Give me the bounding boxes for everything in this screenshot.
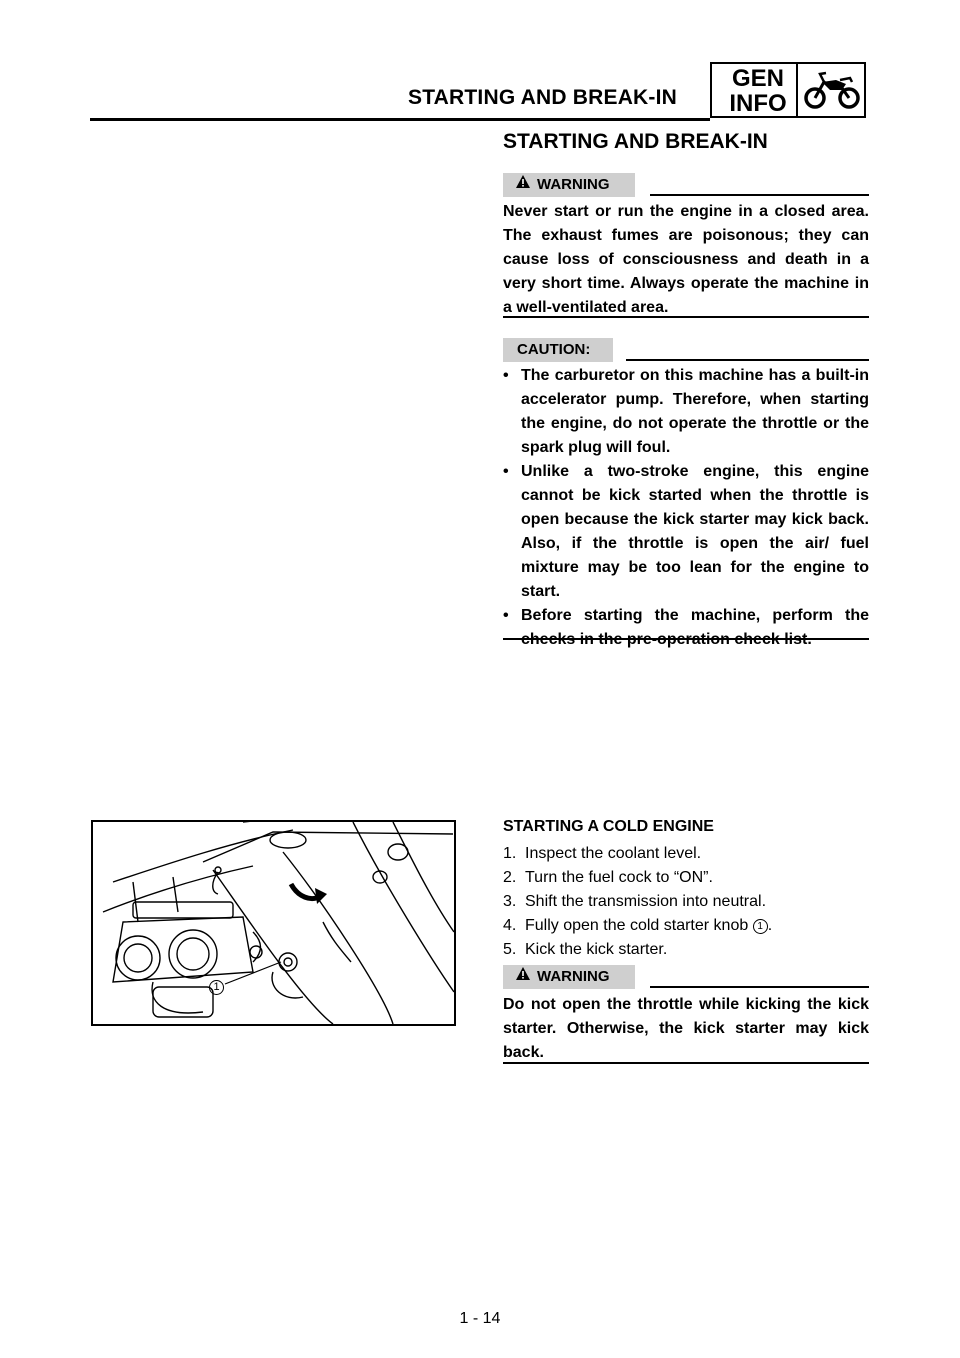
figure-callout: 1 (209, 980, 224, 995)
badge-line-2: INFO (729, 90, 787, 117)
badge-text (720, 66, 796, 116)
cold-engine-heading: STARTING A COLD ENGINE (503, 818, 714, 835)
step-text: Turn the fuel cock to “ON”. (525, 869, 713, 886)
caution-top-rule (626, 359, 869, 361)
step-text: Shift the transmission into neutral. (525, 893, 767, 910)
warning-top-rule (650, 194, 869, 196)
step-text: Inspect the coolant level. (525, 845, 702, 862)
callout-ref: 1 (753, 919, 768, 934)
warning-label: WARNING (537, 968, 610, 985)
warning-bottom-rule (503, 316, 869, 318)
step-item (503, 866, 869, 890)
warning2-bottom-rule (503, 1062, 869, 1064)
section-title: STARTING AND BREAK-IN (503, 130, 768, 153)
engine-illustration (93, 822, 454, 1024)
step-number: 5. (503, 941, 517, 958)
badge-line-1: GEN (731, 65, 784, 92)
step-item (503, 890, 869, 914)
warning-triangle-icon (515, 173, 531, 197)
motorcycle-icon (802, 68, 862, 112)
caution-item: • The carburetor on this machine has a built-in accelerator pump. Therefore, when starting the engine, do not operate the throttle or the spark plug will foul. (503, 367, 869, 456)
badge-divider (796, 64, 798, 116)
gen-info-badge (710, 62, 866, 118)
step-text-after: . (767, 917, 773, 934)
warning-triangle-icon (515, 965, 531, 989)
caution-item: • Before starting the machine, perform the (503, 604, 869, 652)
caution-bottom-rule (503, 638, 869, 640)
warning-label-box (503, 173, 635, 197)
warning-label: WARNING (537, 176, 610, 193)
step-number: 1. (503, 845, 517, 862)
step-number: 3. (503, 893, 517, 910)
warning-text: Never start or run the engine in a closed area. The exhaust fumes are poisonous; they can cause loss of consciousness and death in a very short time. Always operate the machine in a well-ventilated area. (503, 203, 869, 316)
caution-item-text: The carburetor on this machine has a built-in accelerator pump. Therefore, when starting the engine, do not operate the throttle or the spark plug will foul. (521, 367, 869, 456)
warning-label-box-2 (503, 965, 635, 989)
warning2-top-rule (650, 986, 869, 988)
header-rule (90, 118, 710, 121)
step-item (503, 914, 869, 938)
header-title: STARTING AND BREAK-IN (408, 86, 678, 109)
caution-item: • Unlike a two-stroke engine, this engine cannot be kick started when the throttle is open because the kick starter may kick back. Also, if the throttle is open the air/ fuel mixture may be too lean for the engine to start. (503, 463, 869, 600)
page-number: 1 - 14 (459, 1310, 501, 1327)
caution-list (503, 364, 869, 652)
step-item (503, 938, 869, 962)
step-text: Kick the kick starter. (525, 941, 668, 958)
engine-photo (91, 820, 456, 1026)
warning2-text: Do not open the throttle while kicking the kick starter. Otherwise, the kick starter may kick back. (503, 996, 869, 1061)
step-text: Fully open the cold starter knob (525, 917, 753, 934)
step-number: 2. (503, 869, 517, 886)
step-item (503, 842, 869, 866)
caution-label: CAUTION: (517, 341, 591, 358)
caution-item-text: Before starting the machine, perform the (521, 607, 869, 624)
caution-label-box (503, 338, 613, 362)
step-number: 4. (503, 917, 517, 934)
cold-engine-steps (503, 842, 869, 962)
caution-item-text: Unlike a two-stroke engine, this engine cannot be kick started when the throttle is open because the kick starter may kick back. Also, if the throttle is open the air/ fuel mixture may be too lean for the engine to start. (521, 463, 869, 600)
